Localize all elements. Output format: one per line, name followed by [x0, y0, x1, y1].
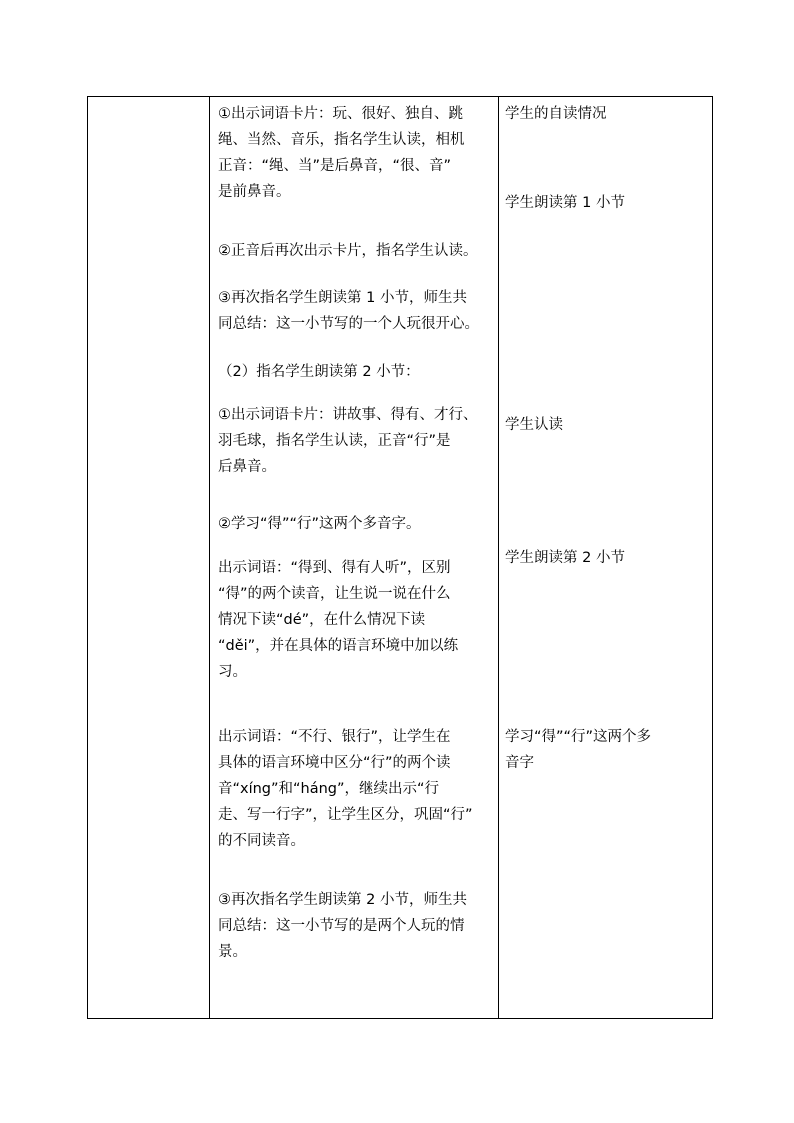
text-line: 学习“得”“行”这两个多 [505, 729, 652, 745]
text-line: 同总结：这一小节写的是两个人玩的情 [218, 918, 465, 934]
middle-paragraph-2 [218, 238, 494, 264]
middle-paragraph-4 [218, 359, 494, 385]
text-line: 走、写一行字”，让学生区分，巩固“行” [218, 807, 473, 823]
text-line: 音“xíng”和“háng”，继续出示“行 [218, 781, 440, 797]
text-line: ③再次指名学生朗读第 1 小节，师生共 [218, 290, 467, 306]
text-line: ③再次指名学生朗读第 2 小节，师生共 [218, 892, 467, 908]
text-line: “děi”，并在具体的语言环境中加以练 [218, 638, 459, 654]
text-line: ②学习“得”“行”这两个多音字。 [218, 516, 421, 532]
middle-paragraph-8 [218, 724, 494, 854]
middle-paragraph-1 [218, 101, 494, 205]
text-line: 同总结：这一小节写的一个人玩很开心。 [218, 316, 479, 332]
right-note-5 [505, 724, 705, 776]
text-line: 学生朗读第 1 小节 [505, 195, 625, 211]
right-note-2 [505, 190, 705, 216]
text-line: ①出示词语卡片：玩、很好、独自、跳 [218, 106, 463, 122]
text-line: “得”的两个读音，让生说一说在什么 [218, 586, 451, 602]
text-line: ②正音后再次出示卡片，指名学生认读。 [218, 243, 478, 259]
middle-paragraph-3 [218, 285, 494, 337]
text-line: 音字 [505, 755, 534, 771]
text-line: 绳、当然、音乐，指名学生认读，相机 [218, 132, 465, 148]
text-line: （2）指名学生朗读第 2 小节： [218, 364, 420, 380]
text-line: 羽毛球，指名学生认读，正音“行”是 [218, 433, 451, 449]
text-line: 正音：“绳、当”是后鼻音，“很、音” [218, 158, 452, 174]
text-line: 是前鼻音。 [218, 184, 291, 200]
text-line: 学生认读 [505, 417, 563, 433]
text-line: 景。 [218, 944, 247, 960]
text-line: 出示词语：“得到、得有人听”，区别 [218, 560, 451, 576]
lesson-plan-table [87, 96, 713, 1019]
right-note-1 [505, 101, 705, 127]
text-line: 学生的自读情况 [505, 106, 607, 122]
text-line: 习。 [218, 664, 247, 680]
right-note-3 [505, 412, 705, 438]
text-line: 具体的语言环境中区分“行”的两个读 [218, 755, 451, 771]
middle-paragraph-7 [218, 555, 494, 685]
text-line: ①出示词语卡片：讲故事、得有、才行、 [218, 407, 478, 423]
text-line: 学生朗读第 2 小节 [505, 550, 625, 566]
middle-paragraph-9 [218, 887, 494, 965]
middle-paragraph-6 [218, 511, 494, 537]
column-divider-left [209, 97, 210, 1018]
middle-paragraph-5 [218, 402, 494, 480]
text-line: 情况下读“dé”，在什么情况下读 [218, 612, 426, 628]
right-note-4 [505, 545, 705, 571]
text-line: 出示词语：“不行、银行”，让学生在 [218, 729, 451, 745]
column-divider-right [498, 97, 499, 1018]
text-line: 的不同读音。 [218, 833, 305, 849]
text-line: 后鼻音。 [218, 459, 276, 475]
